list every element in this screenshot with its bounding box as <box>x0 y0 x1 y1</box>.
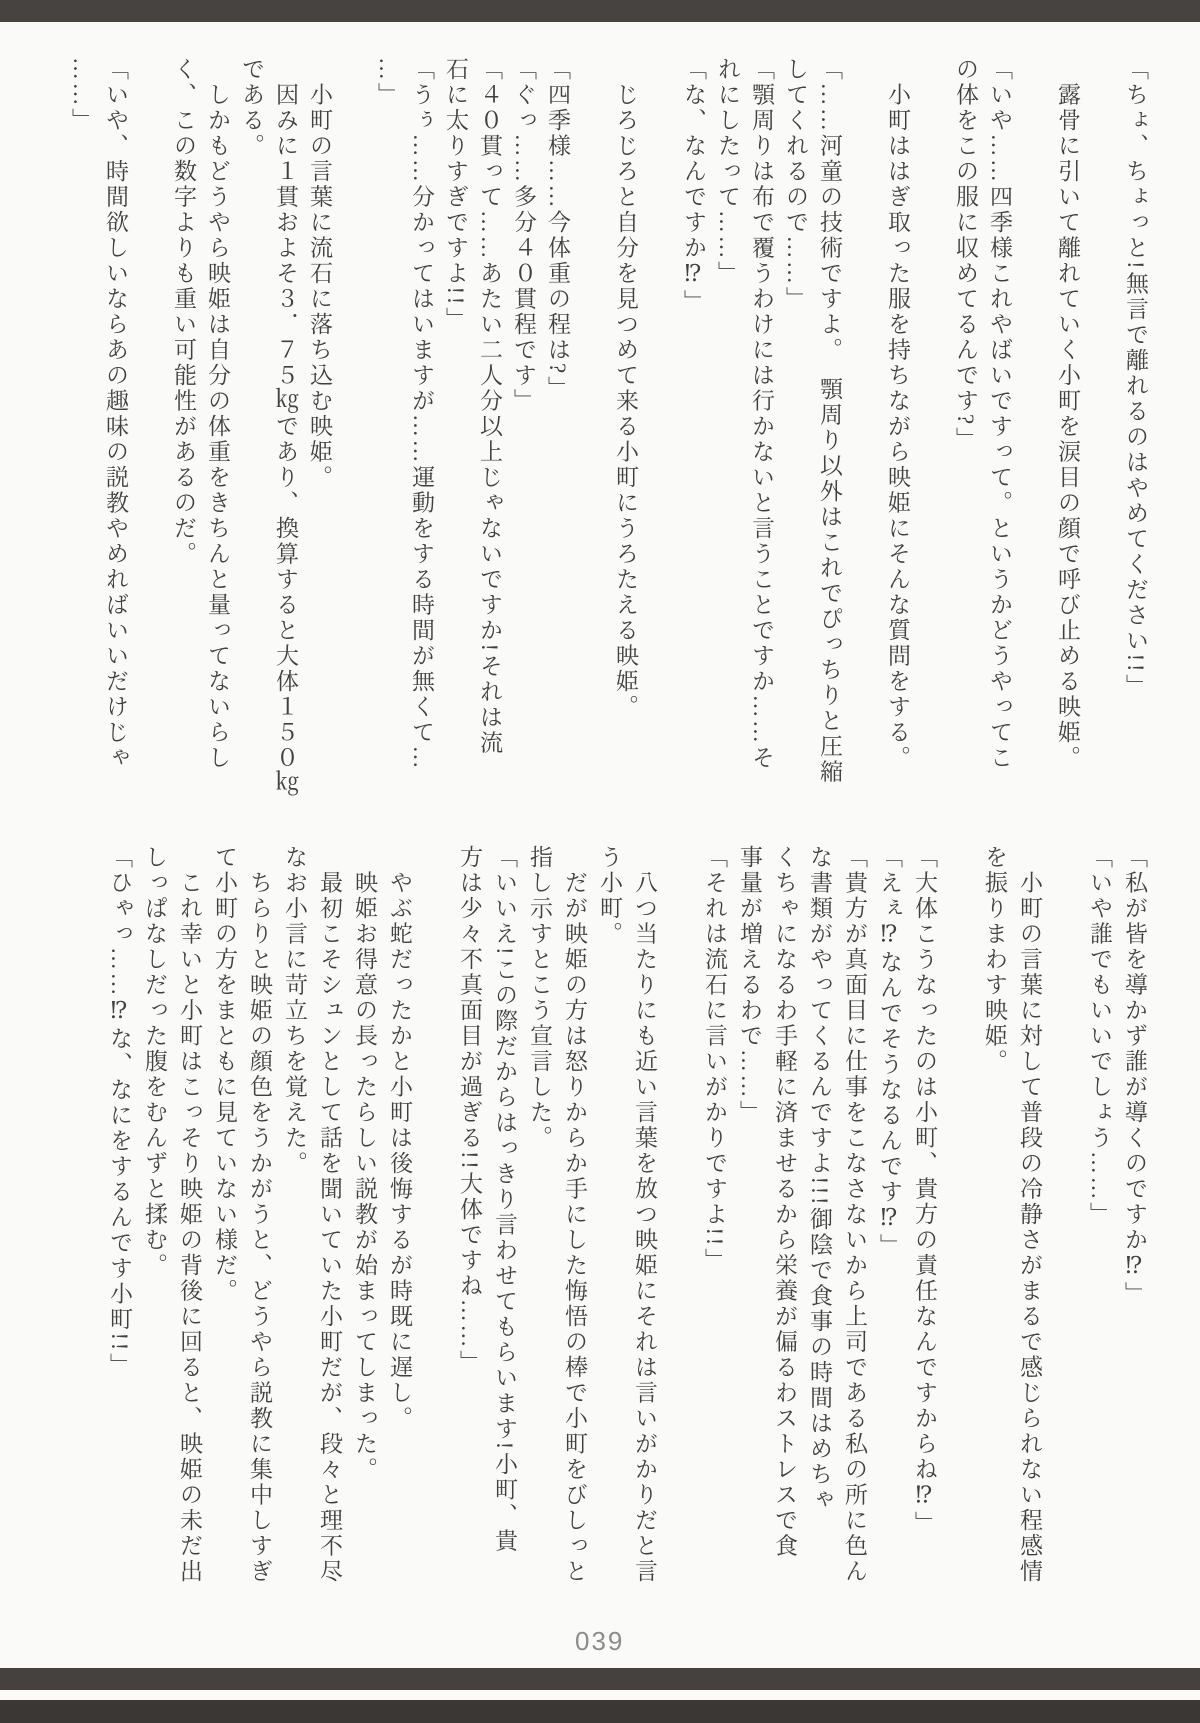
column-gap <box>914 57 948 832</box>
text-column: 小町ははぎ取った服を持ちながら映姫にそんな質問をする。 <box>885 57 910 771</box>
column-gap <box>1016 57 1050 832</box>
text-column: 「四季様……今体重の程は?」 <box>545 57 570 402</box>
text-column: しかもどうやら映姫は自分の体重をきちんと量ってないらし <box>205 57 230 771</box>
text-column: 因みに１貫およそ３．７５㎏であり、換算すると大体１５０㎏ <box>273 57 298 797</box>
text-column: 「いや、時間欲しいならあの趣味の説教やめればいいだけじゃ <box>103 57 128 771</box>
column-gap <box>1047 845 1082 1625</box>
text-column: 八つ当たりにも近い言葉を放つ映姫にそれは言いがかりだと言 <box>632 845 657 1585</box>
text-column: ちらりと映姫の顔色をうかがうと、どうやら説教に集中しすぎ <box>247 845 272 1585</box>
column-gap <box>642 57 676 832</box>
text-column: しっぱなしだった腹をむんずと揉む。 <box>142 845 167 1279</box>
text-column: 指し示すとこう宣言した。 <box>527 845 552 1151</box>
text-column: だが映姫の方は怒りからか手にした悔悟の棒で小町をびしっと <box>562 845 587 1585</box>
text-column: してくれるので……」 <box>783 57 808 312</box>
text-column: 「ぐっ……多分４０貫程です」 <box>511 57 536 414</box>
text-column: く、この数字よりも重い可能性があるのだ。 <box>171 57 196 567</box>
column-gap <box>417 845 452 1625</box>
text-column: 「うぅ……分かってはいますが……運動をする時間が無くて… <box>409 57 434 771</box>
column-gap <box>132 57 166 832</box>
page-number: 039 <box>575 1626 625 1656</box>
text-column: れにしたって……」 <box>715 57 740 287</box>
text-column: やぶ蛇だったかと小町は後悔するが時既に遅し。 <box>387 845 412 1432</box>
text-column: 「顎周りは布で覆うわけには行かないと言うことですか……そ <box>749 57 774 771</box>
text-column: 「いや誰でもいいでしょう……」 <box>1087 845 1112 1228</box>
text-column: を振りまわす映姫。 <box>982 845 1007 1075</box>
scan-edge-top <box>0 0 1200 22</box>
text-column: な書類がやってくるんですよ!!!御陰で食事の時間はめちゃ <box>807 845 832 1513</box>
text-column: これ幸いと小町はこっそり映姫の背後に回ると、映姫の未だ出 <box>177 845 202 1585</box>
text-column: て小町の方をまともに見ていない様だ。 <box>212 845 237 1304</box>
text-column: 「……河童の技術ですよ。 顎周り以外はこれでぴっちりと圧縮 <box>817 57 842 785</box>
text-column: じろじろと自分を見つめて来る小町にうろたえる映姫。 <box>613 57 638 720</box>
column-gap <box>574 57 608 832</box>
text-column: …」 <box>375 57 400 108</box>
column-gap <box>1084 57 1118 832</box>
text-column: くちゃになるわ手軽に済ませるから栄養が偏るわストレスで食 <box>772 845 797 1559</box>
text-column: 「いや……四季様これやばいですって。というかどうやってこ <box>987 57 1012 771</box>
text-column: 事量が増えるわで……」 <box>737 845 762 1126</box>
text-column: 小町の言葉に流石に落ち込む映姫。 <box>307 57 332 491</box>
text-column: 「いいえ!この際だからはっきり言わせてもらいます!小町、貴 <box>492 845 517 1554</box>
text-column: 小町の言葉に対して普段の冷静さがまるで感じられない程感情 <box>1017 845 1042 1585</box>
column-gap <box>336 57 370 832</box>
scan-edge-bottom-upper <box>0 1668 1200 1690</box>
text-column: 映姫お得意の長ったらしい説教が始まってしまった。 <box>352 845 377 1483</box>
text-column: 「ひゃっ……⁉な、なにをするんです小町!!」 <box>107 845 132 1379</box>
text-column: 「私が皆を導かず誰が導くのですか⁉」 <box>1122 845 1147 1307</box>
text-column: 露骨に引いて離れていく小町を涙目の顔で呼び止める映姫。 <box>1055 57 1080 771</box>
text-column: 方は少々不真面目が過ぎる!!大体ですね……」 <box>457 845 482 1376</box>
text-column: 「４０貫って……あたい二人分以上じゃないですか!それは流 <box>477 57 502 756</box>
text-column: 「えぇ⁉なんでそうなるんです⁉」 <box>877 845 902 1259</box>
text-column: 「大体こうなったのは小町、貴方の責任なんですからね⁉」 <box>912 845 937 1537</box>
column-gap <box>662 845 697 1625</box>
text-column: ……」 <box>69 57 94 134</box>
scan-edge-bottom-lower <box>0 1700 1200 1723</box>
text-column: 「それは流石に言いがかりですよ!!」 <box>702 845 727 1274</box>
upper-text-block <box>64 57 1152 832</box>
column-gap <box>846 57 880 832</box>
lower-text-block <box>102 845 1152 1625</box>
text-column: う小町。 <box>597 845 622 947</box>
column-gap <box>942 845 977 1625</box>
text-column: の体をこの服に収めてるんです?」 <box>953 57 978 453</box>
text-column: 「貴方が真面目に仕事をこなさないから上司である私の所に色ん <box>842 845 867 1585</box>
text-column: 最初こそシュンとして話を聞いていた小町だが、段々と理不尽 <box>317 845 342 1585</box>
text-column: 「ちょ、ちょっと!無言で離れるのはやめてください!!」 <box>1123 57 1148 700</box>
text-column: なお小言に苛立ちを覚えた。 <box>282 845 307 1177</box>
text-column: 「な、なんですか⁉」 <box>681 57 706 315</box>
text-column: である。 <box>239 57 264 159</box>
text-column: 石に太りすぎですよ!!」 <box>443 57 468 333</box>
